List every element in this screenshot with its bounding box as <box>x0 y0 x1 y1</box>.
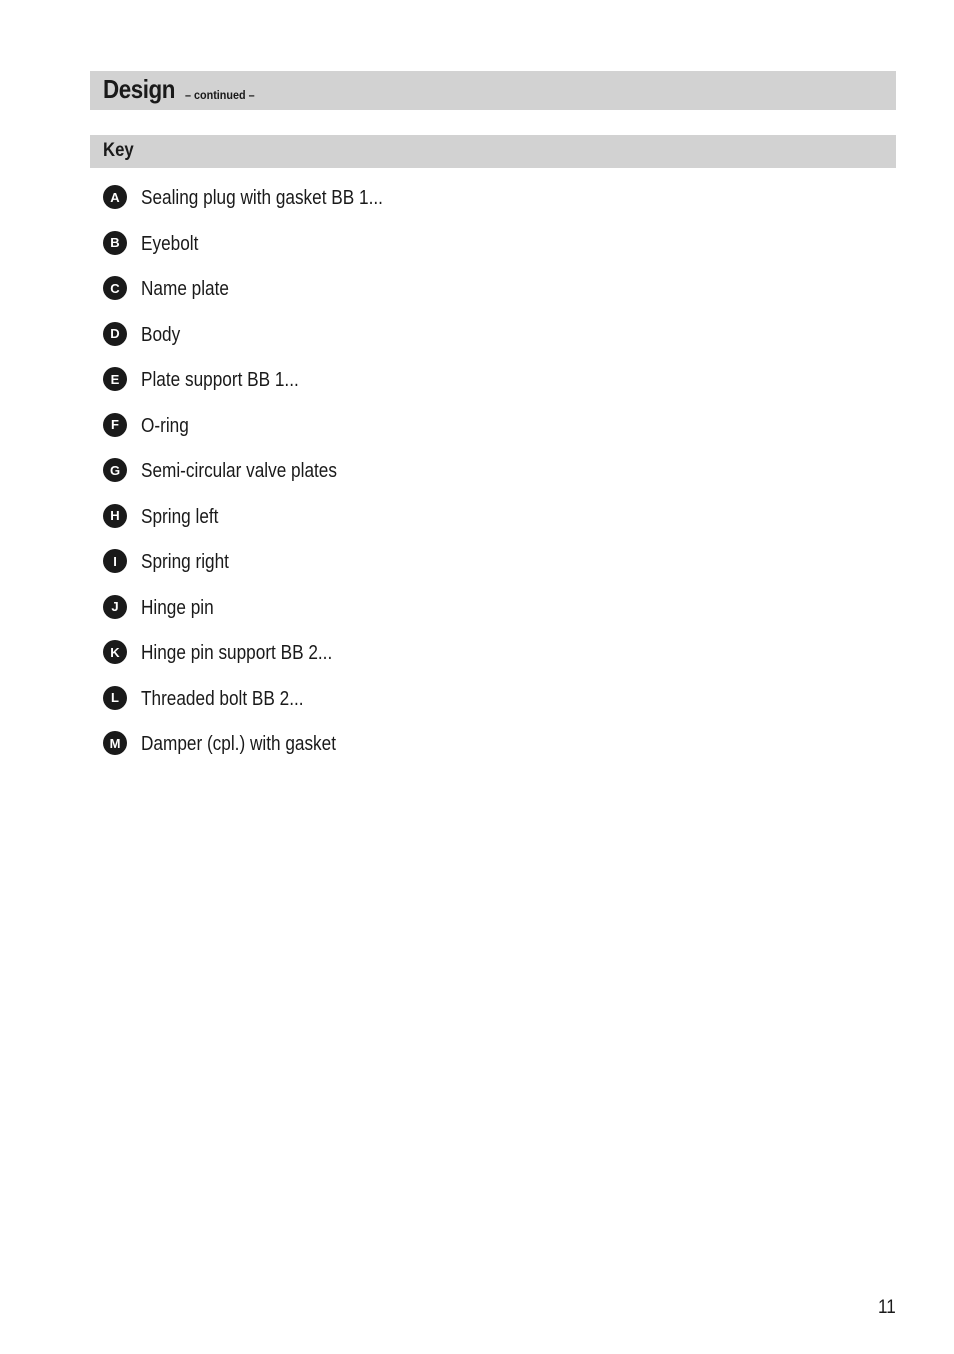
page-title: Design <box>103 74 175 104</box>
key-list <box>103 183 422 775</box>
key-letter-badge: D <box>103 322 127 346</box>
list-item <box>103 274 422 320</box>
list-item <box>103 229 422 275</box>
key-letter-badge: H <box>103 504 127 528</box>
key-letter-badge: I <box>103 549 127 573</box>
list-item <box>103 411 422 457</box>
key-item-label: Damper (cpl.) with gasket <box>141 733 337 755</box>
list-item <box>103 502 422 548</box>
key-item-label: Hinge pin support BB 2... <box>141 642 333 664</box>
key-letter-badge: J <box>103 595 127 619</box>
list-item <box>103 183 422 229</box>
list-item <box>103 365 422 411</box>
key-title: Key <box>103 139 134 161</box>
key-letter-badge: G <box>103 458 127 482</box>
key-item-label: Semi-circular valve plates <box>141 460 337 482</box>
key-letter-badge: L <box>103 686 127 710</box>
key-letter-badge: A <box>103 185 127 209</box>
list-item <box>103 638 422 684</box>
list-item <box>103 593 422 639</box>
key-letter-badge: M <box>103 731 127 755</box>
key-item-label: Spring left <box>141 505 219 528</box>
key-item-label: Name plate <box>141 278 229 300</box>
key-item-label: Eyebolt <box>141 232 199 255</box>
key-item-label: Body <box>141 323 181 346</box>
key-item-label: Sealing plug with gasket BB 1... <box>141 187 383 209</box>
key-header <box>90 135 896 168</box>
list-item <box>103 729 422 775</box>
key-letter-badge: C <box>103 276 127 300</box>
page-number: 11 <box>878 1297 896 1318</box>
list-item <box>103 547 422 593</box>
section-header <box>90 71 896 110</box>
list-item <box>103 320 422 366</box>
list-item <box>103 684 422 730</box>
key-letter-badge: B <box>103 231 127 255</box>
key-letter-badge: E <box>103 367 127 391</box>
key-letter-badge: F <box>103 413 127 437</box>
page-subtitle: – continued – <box>184 87 255 102</box>
key-item-label: Threaded bolt BB 2... <box>141 687 304 710</box>
key-item-label: Spring right <box>141 551 229 573</box>
key-item-label: O-ring <box>141 414 189 437</box>
key-item-label: Plate support BB 1... <box>141 369 299 391</box>
key-letter-badge: K <box>103 640 127 664</box>
list-item <box>103 456 422 502</box>
key-item-label: Hinge pin <box>141 596 214 619</box>
